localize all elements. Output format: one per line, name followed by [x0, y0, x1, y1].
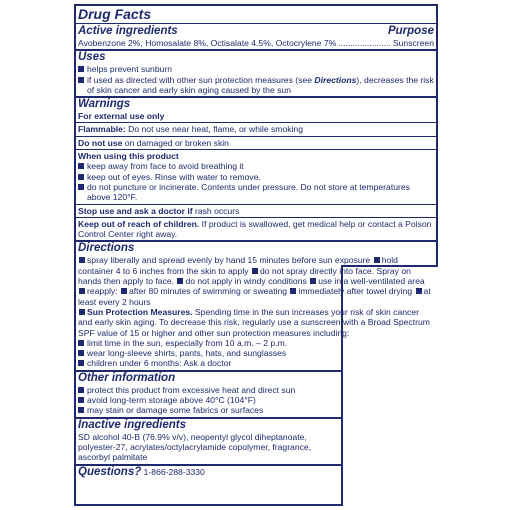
external-use: For external use only	[78, 111, 165, 122]
other-information-heading: Other information	[78, 371, 176, 384]
uses-heading: Uses	[78, 51, 106, 64]
questions-heading: Questions?	[78, 465, 142, 478]
questions-row	[78, 466, 340, 479]
active-header	[78, 25, 434, 38]
stop-use: Stop use and ask a doctor if rash occurs	[78, 205, 240, 216]
purpose-text: Sunscreen	[392, 38, 434, 48]
label-content	[78, 6, 434, 479]
list-item: avoid long-term storage above 40°C (104°F)	[78, 395, 340, 405]
active-row	[78, 38, 434, 48]
list-item: keep out of eyes. Rinse with water to remove.	[78, 172, 434, 182]
list-item: limit time in the sun, especially from 10 a.m. – 2 p.m.	[78, 338, 340, 348]
purpose-heading: Purpose	[387, 25, 434, 37]
directions-paragraph: spray liberally and spread evenly by hand 15 minutes before sun exposure hold container 4 to 6 inches from the skin to apply do not spray directly into face. Spray on hands then apply to face. do not apply in windy conditions use in a well-ventilated area reapply: after 80 minutes of swimming or sweating immediately after towel drying at least every 2 hours	[78, 255, 431, 307]
inactive-ingredients-heading: Inactive ingredients	[78, 418, 187, 431]
active-ingredients-text: Avobenzone 2%, Homosalate 8%, Octisalate 4.5%, Octocrylene 7%	[78, 38, 337, 48]
directions-heading: Directions	[78, 242, 135, 255]
sun-protection-measures: Sun Protection Measures. Spending time in the sun increases your risk of skin cancer and early skin aging. To decrease this risk, regularly use a sunscreen with a Broad Spectrum SPF value of 15 or higher and other sun protection measures including:	[78, 306, 430, 338]
list-item: may stain or damage some fabrics or surfaces	[78, 405, 340, 415]
inactive-ingredients-text: SD alcohol 40-B (76.9% v/v), neopentyl glycol diheptanoate, polyester-27, acrylates/octylacrylamide copolymer, fragrance, ascorbyl palmitate	[78, 431, 312, 463]
list-item: children under 6 months: Ask a doctor	[78, 358, 340, 368]
list-item: helps prevent sunburn	[78, 64, 434, 74]
active-ingredients-heading: Active ingredients	[78, 25, 178, 37]
warnings-heading: Warnings	[78, 98, 131, 111]
drug-facts-title: Drug Facts	[78, 6, 152, 22]
flammable-warning: Flammable: Do not use near heat, flame, or while smoking	[78, 124, 303, 135]
when-using-heading: When using this product	[78, 151, 179, 162]
list-item: protect this product from excessive heat and direct sun	[78, 385, 340, 395]
list-item: keep away from face to avoid breathing it	[78, 161, 434, 171]
list-item: do not puncture or incinerate. Contents under pressure. Do not store at temperatures above 120°F.	[78, 182, 434, 203]
keep-out-of-reach: Keep out of reach of children. If product is swallowed, get medical help or contact a Poison Control Center right away.	[78, 218, 432, 240]
list-item: if used as directed with other sun protection measures (see Directions), decreases the risk of skin cancer and early skin aging caused by the sun	[78, 75, 434, 96]
leader-dots	[338, 38, 391, 48]
drug-facts-label	[74, 4, 438, 506]
list-item: wear long-sleeve shirts, pants, hats, and sunglasses	[78, 348, 340, 358]
do-not-use: Do not use on damaged or broken skin	[78, 137, 229, 148]
phone-number[interactable]: 1-866-288-3330	[141, 466, 205, 477]
